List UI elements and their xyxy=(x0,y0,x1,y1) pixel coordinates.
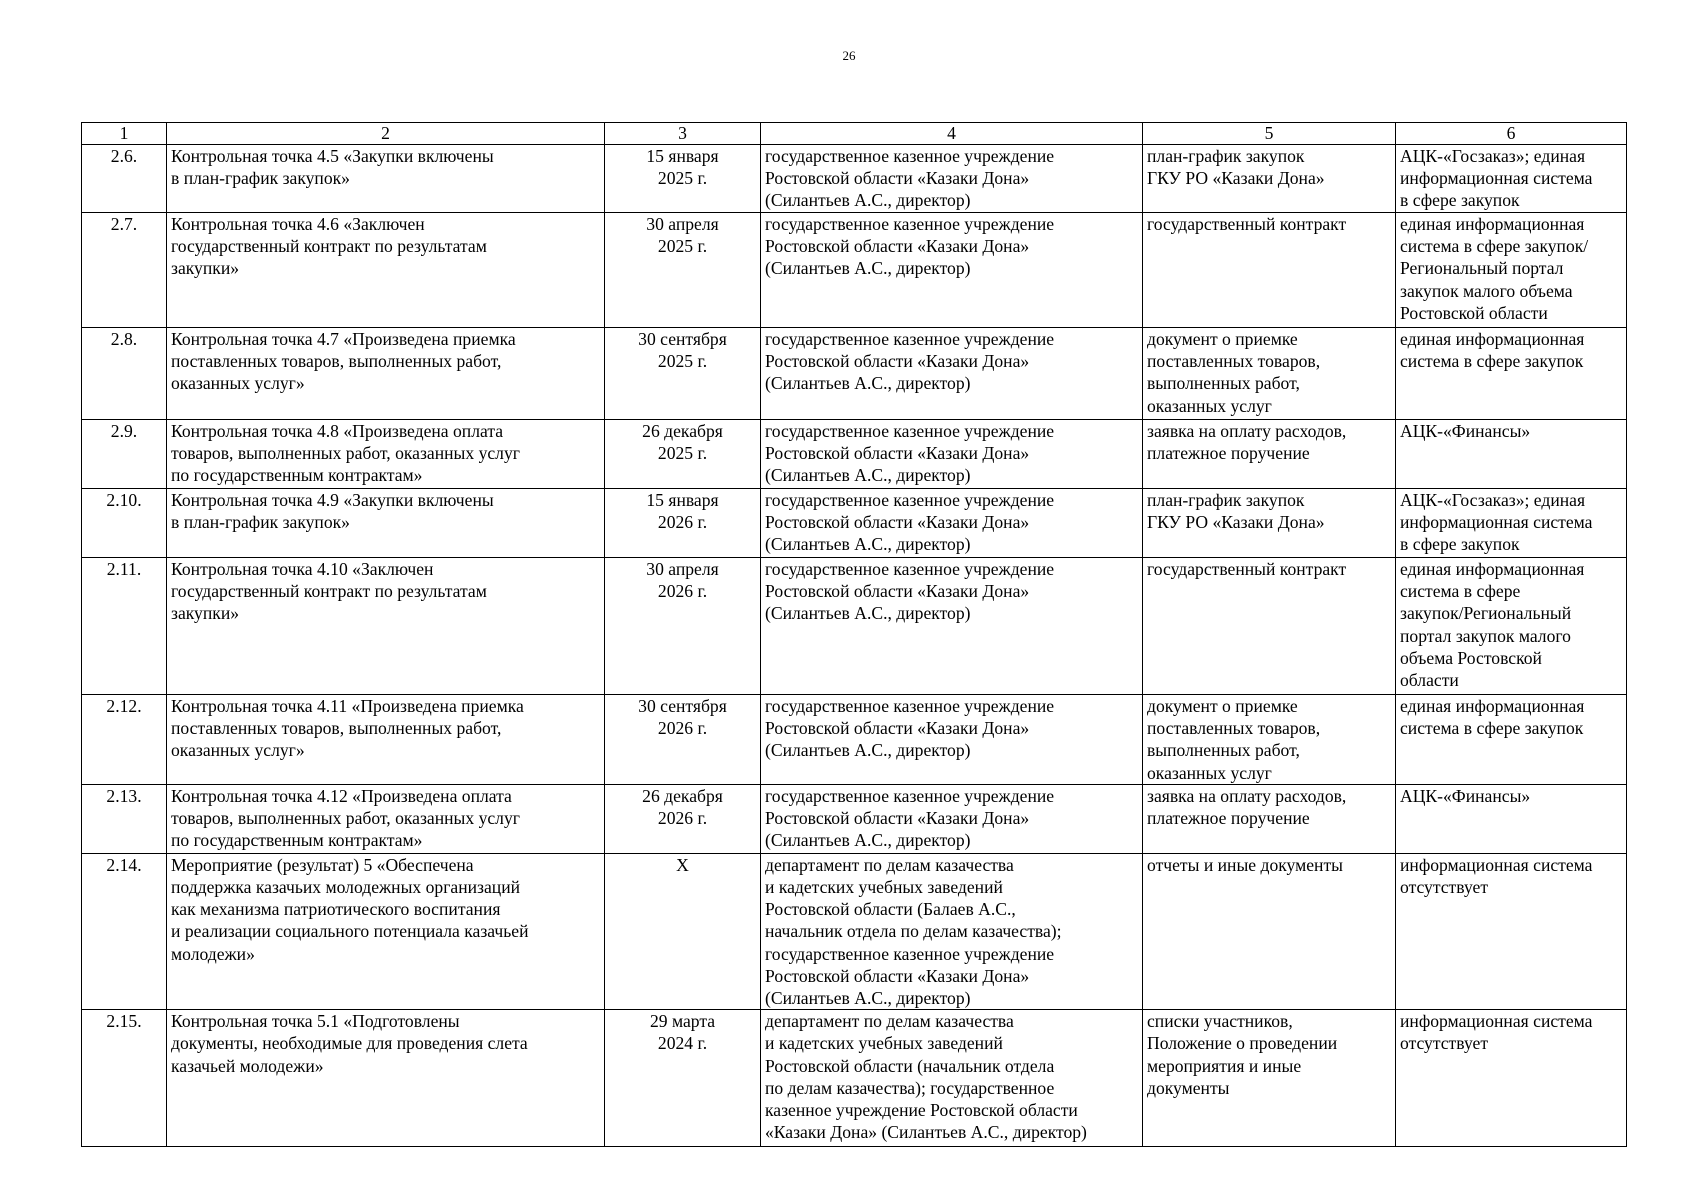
information-system: АЦК-«Госзаказ»; единая информационная система в сфере закупок xyxy=(1396,489,1627,558)
column-header: 5 xyxy=(1143,123,1396,145)
table-row xyxy=(82,145,1627,213)
table-row xyxy=(82,853,1627,1009)
responsible-party: государственное казенное учреждение Ростовской области «Казаки Дона» (Силантьев А.С., директор) xyxy=(761,784,1143,853)
responsible-party: департамент по делам казачества и кадетских учебных заведений Ростовской области (Балаев А.С., начальник отдела по делам казачества); государственное казенное учреждение Ростовской области «Казаки Дона» (Силантьев А.С., директор) xyxy=(761,853,1143,1009)
row-number: 2.7. xyxy=(82,213,167,328)
supporting-document: списки участников, Положение о проведении мероприятия и иные документы xyxy=(1143,1010,1396,1147)
table-row xyxy=(82,420,1627,489)
supporting-document: документ о приемке поставленных товаров, выполненных работ, оказанных услуг xyxy=(1143,695,1396,785)
responsible-party: государственное казенное учреждение Ростовской области «Казаки Дона» (Силантьев А.С., директор) xyxy=(761,420,1143,489)
supporting-document: государственный контракт xyxy=(1143,558,1396,695)
event-name: Контрольная точка 4.6 «Заключен государственный контракт по результатам закупки» xyxy=(167,213,605,328)
table-row xyxy=(82,213,1627,328)
responsible-party: государственное казенное учреждение Ростовской области «Казаки Дона» (Силантьев А.С., директор) xyxy=(761,558,1143,695)
event-name: Контрольная точка 4.7 «Произведена приемка поставленных товаров, выполненных работ, оказанных услуг» xyxy=(167,328,605,420)
information-system: информационная система отсутствует xyxy=(1396,1010,1627,1147)
row-number: 2.8. xyxy=(82,328,167,420)
row-number: 2.12. xyxy=(82,695,167,785)
column-header: 6 xyxy=(1396,123,1627,145)
deadline-date: Х xyxy=(605,853,761,1009)
event-name: Контрольная точка 4.9 «Закупки включены в план-график закупок» xyxy=(167,489,605,558)
table-row xyxy=(82,784,1627,853)
table-row xyxy=(82,328,1627,420)
supporting-document: заявка на оплату расходов, платежное поручение xyxy=(1143,784,1396,853)
deadline-date: 15 января 2026 г. xyxy=(605,489,761,558)
row-number: 2.11. xyxy=(82,558,167,695)
page-number: 26 xyxy=(842,48,856,63)
responsible-party: государственное казенное учреждение Ростовской области «Казаки Дона» (Силантьев А.С., директор) xyxy=(761,145,1143,213)
responsible-party: государственное казенное учреждение Ростовской области «Казаки Дона» (Силантьев А.С., директор) xyxy=(761,489,1143,558)
column-header: 2 xyxy=(167,123,605,145)
responsible-party: государственное казенное учреждение Ростовской области «Казаки Дона» (Силантьев А.С., директор) xyxy=(761,213,1143,328)
supporting-document: отчеты и иные документы xyxy=(1143,853,1396,1009)
column-header: 1 xyxy=(82,123,167,145)
information-system: единая информационная система в сфере закупок/Региональный портал закупок малого объема Ростовской области xyxy=(1396,558,1627,695)
information-system: АЦК-«Финансы» xyxy=(1396,420,1627,489)
deadline-date: 30 апреля 2026 г. xyxy=(605,558,761,695)
table-row xyxy=(82,489,1627,558)
row-number: 2.9. xyxy=(82,420,167,489)
information-system: АЦК-«Госзаказ»; единая информационная система в сфере закупок xyxy=(1396,145,1627,213)
supporting-document: план-график закупок ГКУ РО «Казаки Дона» xyxy=(1143,145,1396,213)
information-system: АЦК-«Финансы» xyxy=(1396,784,1627,853)
information-system: единая информационная система в сфере закупок xyxy=(1396,328,1627,420)
supporting-document: документ о приемке поставленных товаров, выполненных работ, оказанных услуг xyxy=(1143,328,1396,420)
row-number: 2.10. xyxy=(82,489,167,558)
event-name: Контрольная точка 4.8 «Произведена оплата товаров, выполненных работ, оказанных услуг по государственным контрактам» xyxy=(167,420,605,489)
responsible-party: государственное казенное учреждение Ростовской области «Казаки Дона» (Силантьев А.С., директор) xyxy=(761,695,1143,785)
responsible-party: департамент по делам казачества и кадетских учебных заведений Ростовской области (начальник отдела по делам казачества); государственное казенное учреждение Ростовской области «Казаки Дона» (Силантьев А.С., директор) xyxy=(761,1010,1143,1147)
row-number: 2.6. xyxy=(82,145,167,213)
deadline-date: 29 марта 2024 г. xyxy=(605,1010,761,1147)
event-name: Контрольная точка 4.11 «Произведена приемка поставленных товаров, выполненных работ, оказанных услуг» xyxy=(167,695,605,785)
row-number: 2.14. xyxy=(82,853,167,1009)
information-system: информационная система отсутствует xyxy=(1396,853,1627,1009)
event-name: Контрольная точка 5.1 «Подготовлены документы, необходимые для проведения слета казачьей молодежи» xyxy=(167,1010,605,1147)
supporting-document: заявка на оплату расходов, платежное поручение xyxy=(1143,420,1396,489)
column-header: 4 xyxy=(761,123,1143,145)
supporting-document: план-график закупок ГКУ РО «Казаки Дона» xyxy=(1143,489,1396,558)
row-number: 2.13. xyxy=(82,784,167,853)
table-row xyxy=(82,695,1627,785)
event-name: Мероприятие (результат) 5 «Обеспечена поддержка казачьих молодежных организаций как механизма патриотического воспитания и реализации социального потенциала казачьей молодежи» xyxy=(167,853,605,1009)
responsible-party: государственное казенное учреждение Ростовской области «Казаки Дона» (Силантьев А.С., директор) xyxy=(761,328,1143,420)
row-number: 2.15. xyxy=(82,1010,167,1147)
deadline-date: 26 декабря 2026 г. xyxy=(605,784,761,853)
information-system: единая информационная система в сфере закупок xyxy=(1396,695,1627,785)
deadline-date: 30 сентября 2025 г. xyxy=(605,328,761,420)
column-header: 3 xyxy=(605,123,761,145)
event-name: Контрольная точка 4.12 «Произведена оплата товаров, выполненных работ, оказанных услуг по государственным контрактам» xyxy=(167,784,605,853)
document-table xyxy=(81,122,1627,1147)
table-row xyxy=(82,558,1627,695)
deadline-date: 26 декабря 2025 г. xyxy=(605,420,761,489)
event-name: Контрольная точка 4.10 «Заключен государственный контракт по результатам закупки» xyxy=(167,558,605,695)
event-name: Контрольная точка 4.5 «Закупки включены в план-график закупок» xyxy=(167,145,605,213)
deadline-date: 30 апреля 2025 г. xyxy=(605,213,761,328)
table-row xyxy=(82,1010,1627,1147)
supporting-document: государственный контракт xyxy=(1143,213,1396,328)
deadline-date: 15 января 2025 г. xyxy=(605,145,761,213)
information-system: единая информационная система в сфере закупок/ Региональный портал закупок малого объема Ростовской области xyxy=(1396,213,1627,328)
table-header-row xyxy=(82,123,1627,145)
deadline-date: 30 сентября 2026 г. xyxy=(605,695,761,785)
